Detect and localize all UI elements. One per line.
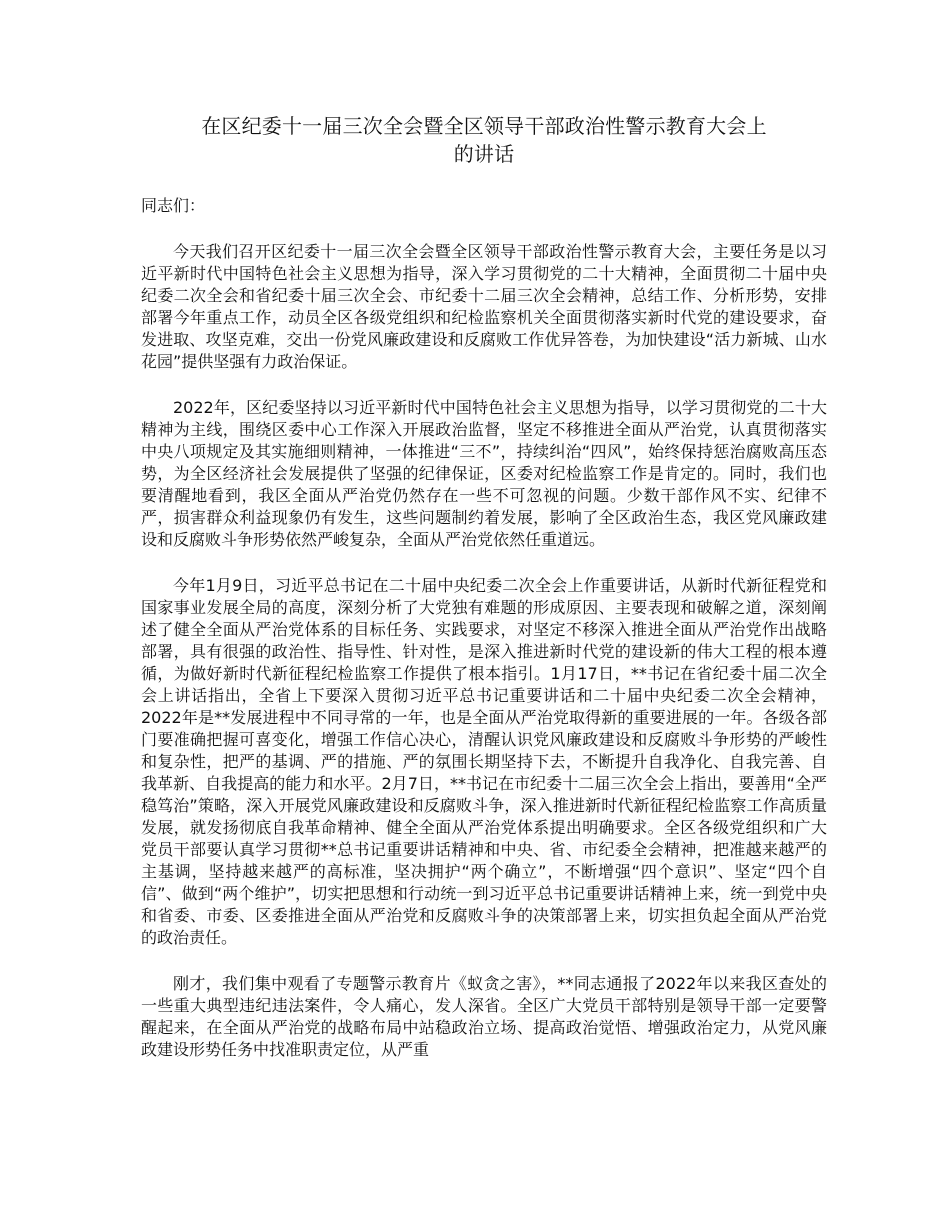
paragraph-3: 今年1月9日，习近平总书记在二十届中央纪委二次全会上作重要讲话，从新时代新征程党和国家事业发展全局的高度，深刻分析了大党独有难题的形成原因、主要表现和破解之道，深刻阐述了健全全面从严治党体系的目标任务、实践要求，对坚定不移深入推进全面从严治党作出战略部署，具有很强的政治性、指导性、针对性，是深入推进新时代党的建设新的伟大工程的根本遵循，为做好新时代新征程纪检监察工作提供了根本指引。1月17日，**书记在省纪委十届二次全会上讲话指出，全省上下要深入贯彻习近平总书记重要讲话和二十届中央纪委二次全会精神，2022年是**发展进程中不同寻常的一年，也是全面从严治党取得新的重要进展的一年。各级各部门要准确把握可喜变化，增强工作信心决心，清醒认识党风廉政建设和反腐败斗争形势的严峻性和复杂性，把严的基调、严的措施、严的氛围长期坚持下去，不断提升自我净化、自我完善、自我革新、自我提高的能力和水平。2月7日，**书记在市纪委十二届三次全会上指出，要善用“全严稳笃治”策略，深入开展党风廉政建设和反腐败斗争，深入推进新时代新征程纪检监察工作高质量发展，就发扬彻底自我革命精神、健全全面从严治党体系提出明确要求。全区各级党组织和广大党员干部要认真学习贯彻**总书记重要讲话精神和中央、省、市纪委全会精神，把准越来越严的主基调，坚持越来越严的高标准，坚决拥护“两个确立”，不断增强“四个意识”、坚定“四个自信”、做到“两个维护”，切实把思想和行动统一到习近平总书记重要讲话精神上来，统一到党中央和省委、市委、区委推进全面从严治党和反腐败斗争的决策部署上来，切实担负起全面从严治党的政治责任。 bbox=[141, 576, 827, 947]
document-page bbox=[141, 112, 827, 1077]
salutation: 同志们： bbox=[141, 196, 206, 215]
document-title bbox=[141, 112, 827, 168]
title-line-2: 的讲话 bbox=[453, 142, 515, 166]
paragraph-4: 刚才，我们集中观看了专题警示教育片《蚁贪之害》，**同志通报了2022年以来我区查处的一些重大典型违纪违法案件，令人痛心，发人深省。全区广大党员干部特别是领导干部一定要警醒起来，在全面从严治党的战略布局中站稳政治立场、提高政治觉悟、增强政治定力，从党风廉政建设形势任务中找准职责定位，从严重 bbox=[141, 974, 827, 1059]
paragraph-1: 今天我们召开区纪委十一届三次全会暨全区领导干部政治性警示教育大会，主要任务是以习近平新时代中国特色社会主义思想为指导，深入学习贯彻党的二十大精神，全面贯彻二十届中央纪委二次全会和省纪委十届三次全会、市纪委十二届三次全会精神，总结工作、分析形势，安排部署今年重点工作，动员全区各级党组织和纪检监察机关全面贯彻落实新时代党的建设要求，奋发进取、攻坚克难，交出一份党风廉政建设和反腐败工作优异答卷，为加快建设“活力新城、山水花园”提供坚强有力政治保证。 bbox=[141, 242, 827, 371]
paragraph-2: 2022年，区纪委坚持以习近平新时代中国特色社会主义思想为指导，以学习贯彻党的二十大精神为主线，围绕区委中心工作深入开展政治监督，坚定不移推进全面从严治党，认真贯彻落实中央八项规定及其实施细则精神，一体推进“三不”，持续纠治“四风”，始终保持惩治腐败高压态势，为全区经济社会发展提供了坚强的纪律保证，区委对纪检监察工作是肯定的。同时，我们也要清醒地看到，我区全面从严治党仍然存在一些不可忽视的问题。少数干部作风不实、纪律不严，损害群众利益现象仍有发生，这些问题制约着发展，影响了全区政治生态，我区党风廉政建设和反腐败斗争形势依然严峻复杂，全面从严治党依然任重道远。 bbox=[141, 398, 827, 549]
title-line-1: 在区纪委十一届三次全会暨全区领导干部政治性警示教育大会上 bbox=[201, 114, 767, 138]
